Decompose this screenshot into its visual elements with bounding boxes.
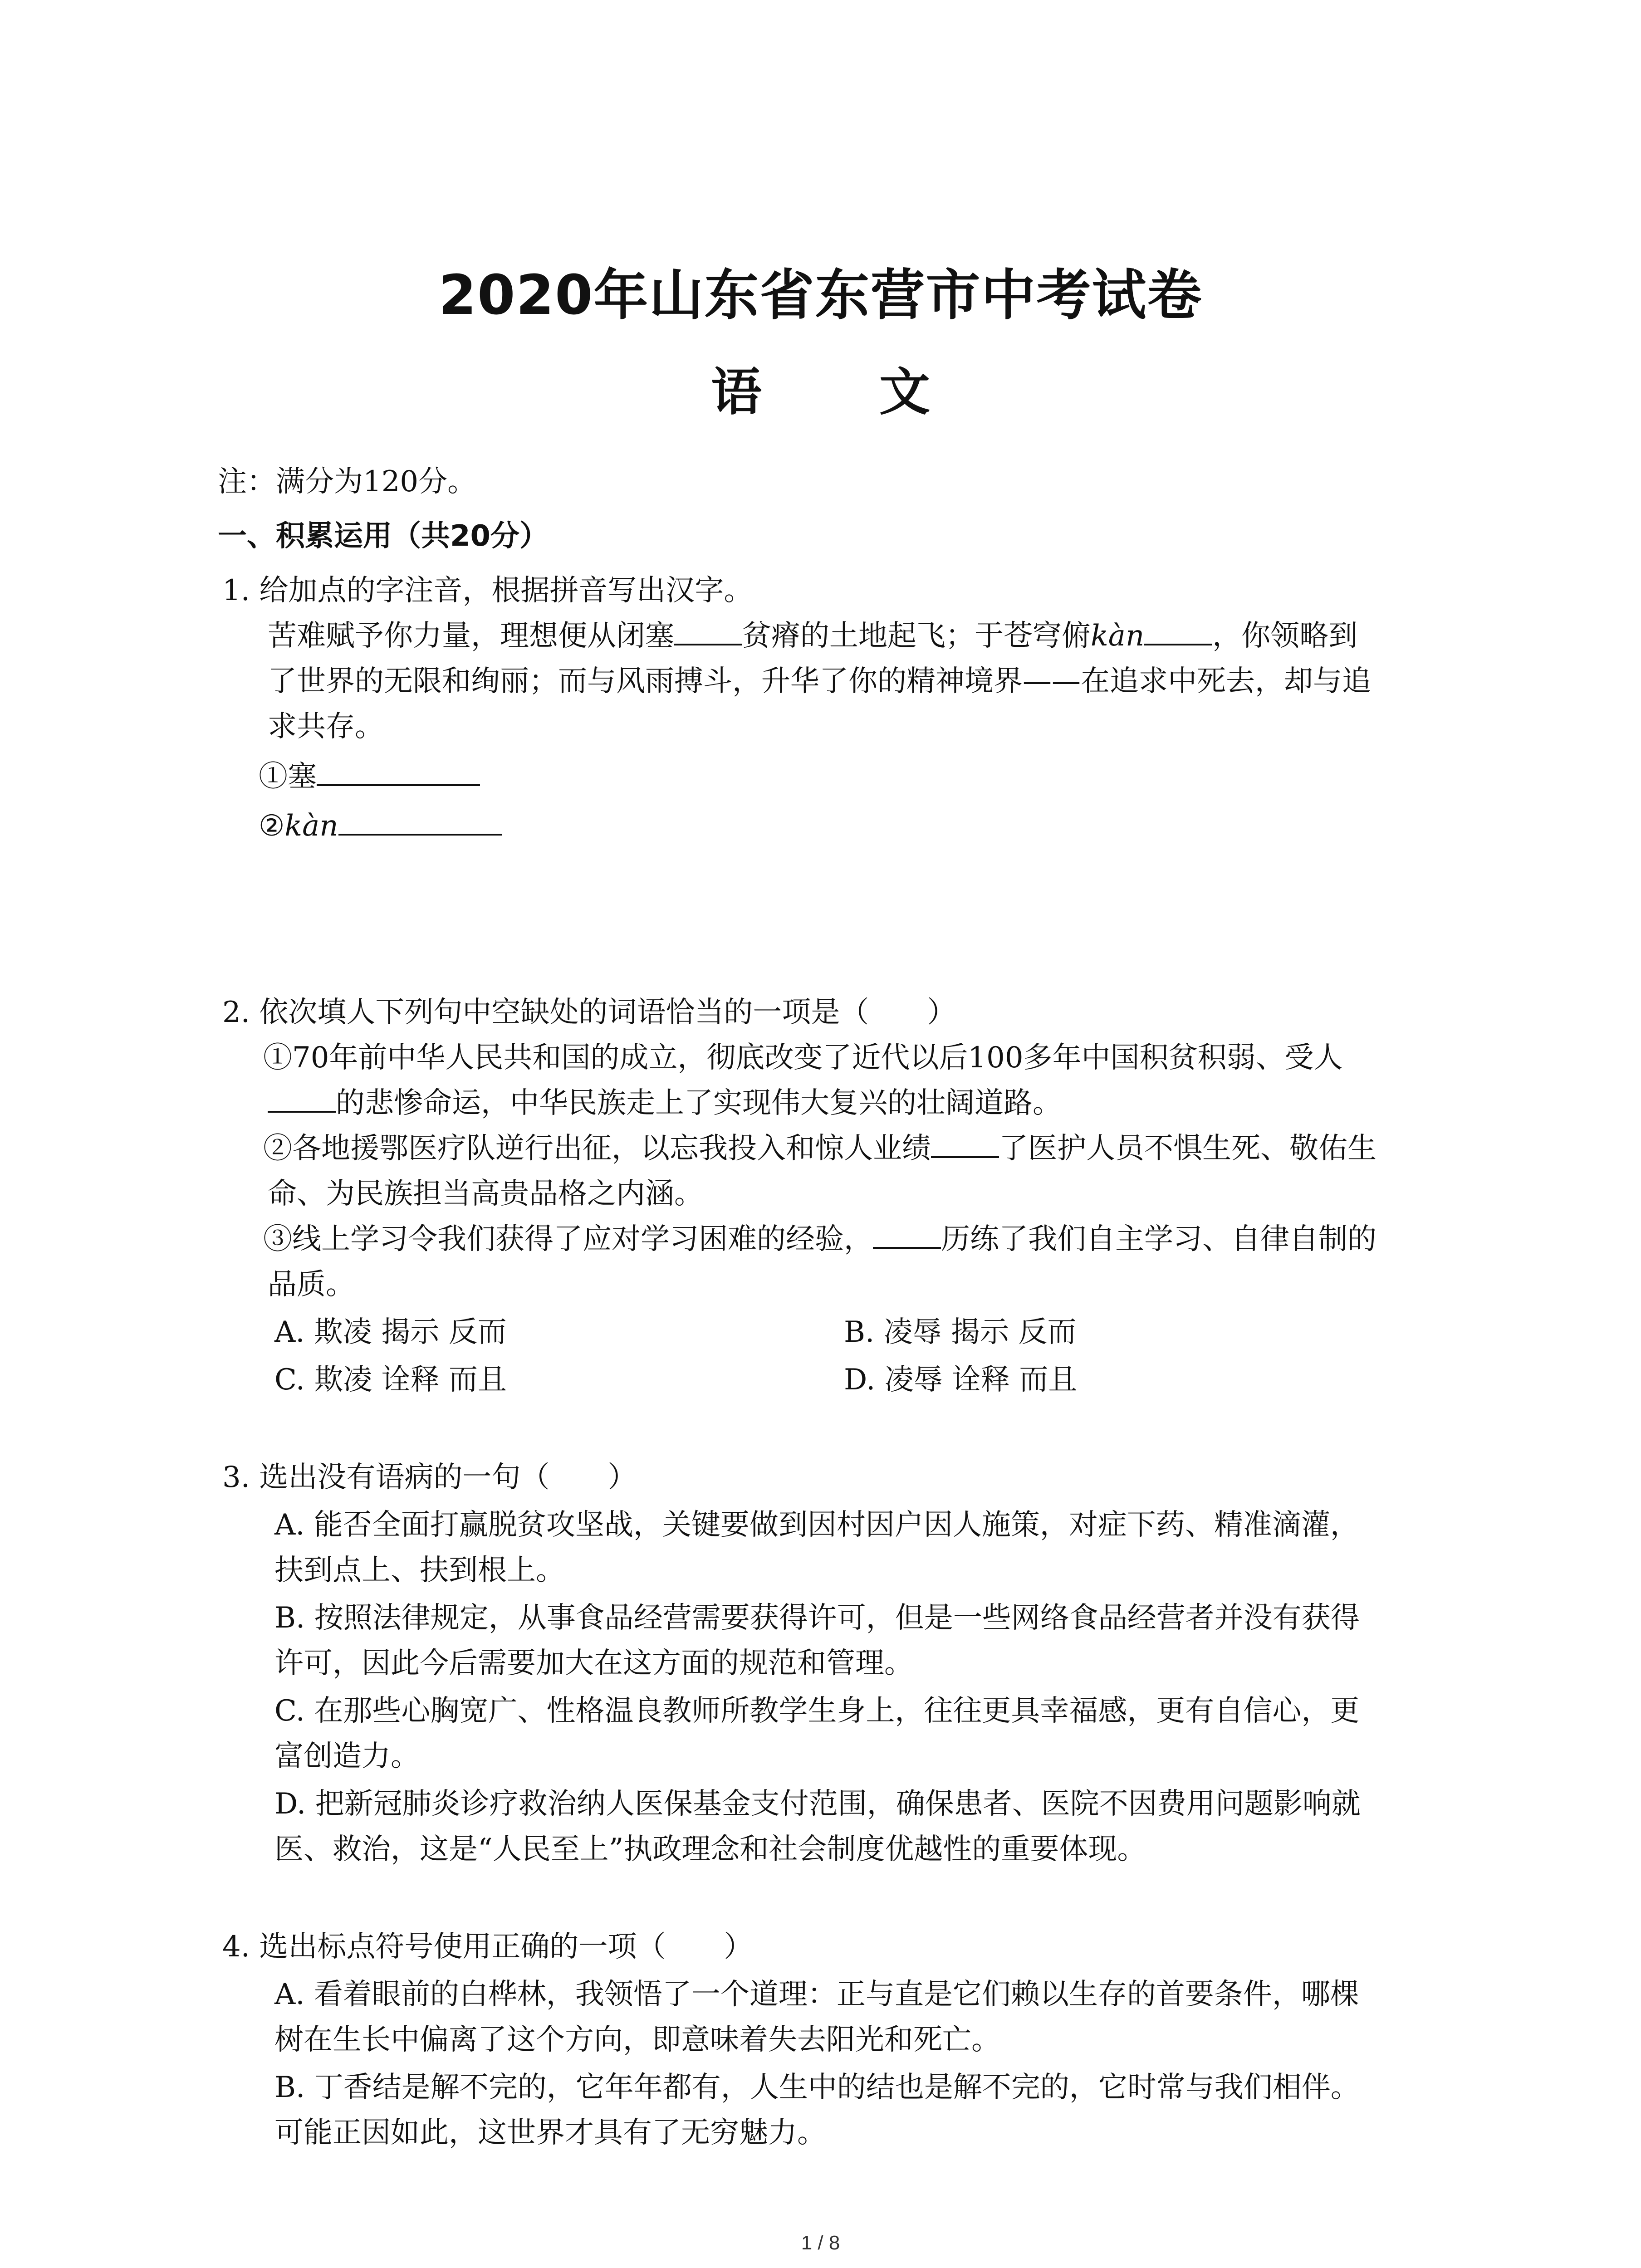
q3-option-b: B. 按照法律规定，从事食品经营需要获得许可，但是一些网络食品经营者并没有获得 xyxy=(274,1601,1360,1635)
q2-sentence-3 xyxy=(263,1216,1376,1257)
q2-text: 历练了我们自主学习、自律自制的 xyxy=(941,1222,1376,1256)
q4-stem: 4. 选出标点符号使用正确的一项（ ） xyxy=(222,1930,753,1964)
q1-passage-line-2: 了世界的无限和绚丽；而与风雨搏斗，升华了你的精神境界——在追求中死去，却与追 xyxy=(268,665,1371,698)
score-note: 注：满分为120分。 xyxy=(218,465,477,499)
q1-stem: 1. 给加点的字注音，根据拼音写出汉字。 xyxy=(222,574,753,607)
q2-text: ②各地援鄂医疗队逆行出征，以忘我投入和惊人业绩 xyxy=(263,1132,931,1165)
page-number: 1 / 8 xyxy=(801,2232,840,2254)
q3-option-a-cont: 扶到点上、扶到根上。 xyxy=(274,1554,565,1587)
q4-option-b-cont: 可能正因如此，这世界才具有了无穷魅力。 xyxy=(274,2116,826,2150)
exam-title: 2020年山东省东营市中考试卷 xyxy=(438,264,1203,327)
q2-stem: 2. 依次填人下列句中空缺处的词语恰当的一项是（ ） xyxy=(222,996,956,1029)
q2-option-a: A. 欺凌 揭示 反而 xyxy=(274,1315,507,1349)
q2-text: ③线上学习令我们获得了应对学习困难的经验， xyxy=(263,1222,873,1256)
q2-sentence-1: ①70年前中华人民共和国的成立，彻底改变了近代以后100多年中国积贫积弱、受人 xyxy=(263,1041,1343,1075)
answer-blank xyxy=(338,807,502,836)
q2-sentence-1-cont xyxy=(268,1080,1062,1121)
section-heading: 一、积累运用（共20分） xyxy=(218,519,549,553)
q4-option-a: A. 看着眼前的白桦林，我领悟了一个道理：正与直是它们赖以生存的首要条件，哪棵 xyxy=(274,1978,1359,2011)
q3-option-a: A. 能否全面打赢脱贫攻坚战，关键要做到因村因户因人施策，对症下药、精准滴灌， xyxy=(274,1508,1359,1542)
answer-blank xyxy=(1144,617,1212,645)
q1-sub-1 xyxy=(259,753,480,795)
answer-blank xyxy=(268,1085,336,1113)
q3-option-c-cont: 富创造力。 xyxy=(274,1740,420,1773)
pinyin: kàn xyxy=(284,809,338,843)
q2-option-d: D. 凌辱 诠释 而且 xyxy=(844,1363,1078,1397)
q1-text: ，你领略到 xyxy=(1212,619,1358,653)
q3-stem: 3. 选出没有语病的一句（ ） xyxy=(222,1461,637,1494)
q3-option-c: C. 在那些心胸宽广、性格温良教师所教学生身上，往往更具幸福感，更有自信心，更 xyxy=(274,1694,1360,1728)
answer-blank xyxy=(317,758,480,786)
q2-text: 了医护人员不惧生死、敬佑生 xyxy=(999,1132,1376,1165)
q1-text: 苦难赋予你力量，理想便从闭塞 xyxy=(268,619,674,653)
q2-option-c: C. 欺凌 诠释 而且 xyxy=(274,1363,507,1397)
q3-option-d-cont: 医、救治，这是“人民至上”执政理念和社会制度优越性的重要体现。 xyxy=(274,1833,1146,1866)
q3-option-d: D. 把新冠肺炎诊疗救治纳人医保基金支付范围，确保患者、医院不因费用问题影响就 xyxy=(274,1787,1361,1821)
q1-text: 贫瘠的土地起飞；于苍穹俯 xyxy=(742,619,1091,653)
q2-sentence-2-cont: 命、为民族担当高贵品格之内涵。 xyxy=(268,1177,703,1211)
q4-option-b: B. 丁香结是解不完的，它年年都有，人生中的结也是解不完的，它时常与我们相伴。 xyxy=(274,2071,1360,2104)
q1-sub-label: ①塞 xyxy=(259,760,317,793)
answer-blank xyxy=(931,1130,999,1158)
answer-blank xyxy=(873,1221,941,1249)
q1-sub-label: ② xyxy=(259,809,285,843)
answer-blank xyxy=(674,617,742,645)
q2-sentence-2 xyxy=(263,1125,1376,1167)
subject-title: 语 文 xyxy=(711,363,980,422)
q2-sentence-3-cont: 品质。 xyxy=(268,1268,355,1301)
q2-text: 的悲惨命运，中华民族走上了实现伟大复兴的壮阔道路。 xyxy=(336,1086,1062,1120)
q1-sub-2 xyxy=(259,807,502,843)
q1-passage-line-1 xyxy=(268,612,1357,654)
q3-option-b-cont: 许可，因此今后需要加大在这方面的规范和管理。 xyxy=(274,1647,913,1680)
q2-option-b: B. 凌辱 揭示 反而 xyxy=(844,1315,1077,1349)
q4-option-a-cont: 树在生长中偏离了这个方向，即意味着失去阳光和死亡。 xyxy=(274,2023,1000,2057)
pinyin: kàn xyxy=(1091,619,1145,653)
q1-passage-line-3: 求共存。 xyxy=(268,710,384,743)
